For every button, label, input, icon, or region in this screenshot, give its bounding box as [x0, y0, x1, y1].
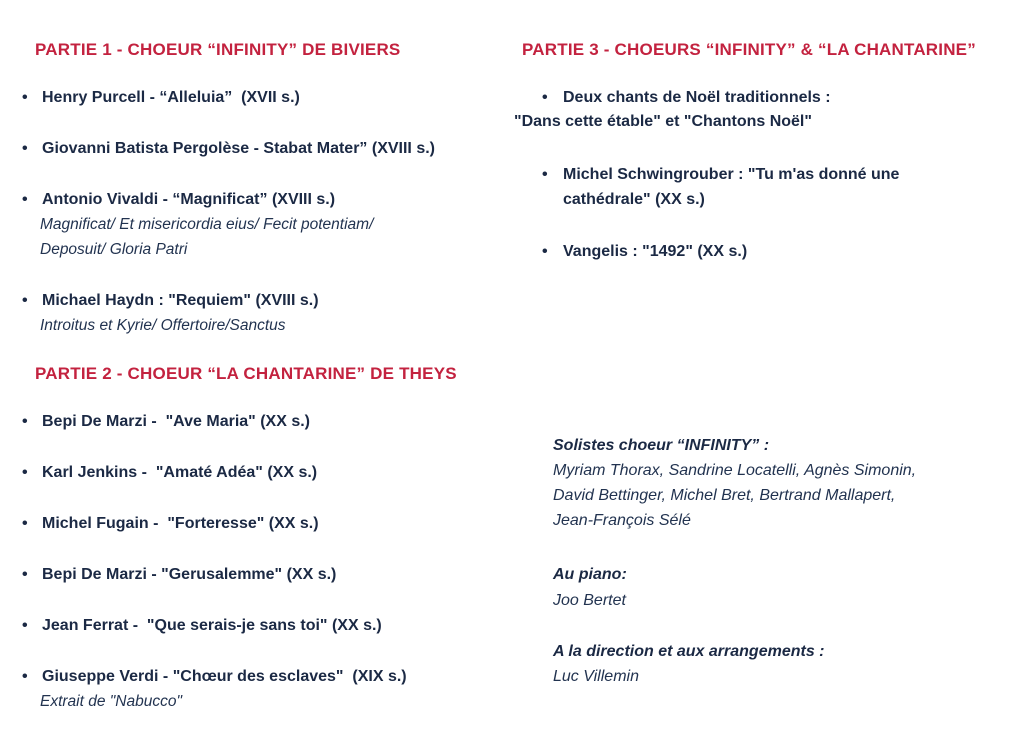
bullet-icon: • [542, 166, 548, 183]
program-item-text: Michel Fugain - "Forteresse" (XX s.) [42, 515, 319, 532]
part3-title: PARTIE 3 - CHOEURS “INFINITY” & “LA CHANTARINE” [522, 40, 976, 59]
soloists-names: David Bettinger, Michel Bret, Bertrand Mallapert, [553, 487, 896, 504]
right-column [512, 40, 1020, 689]
program-item-pergolese [20, 136, 512, 161]
program-item-text: Vangelis : "1492" (XX s.) [563, 243, 748, 260]
program-item-vivaldi [20, 187, 512, 262]
bullet-icon: • [22, 566, 28, 583]
bullet-icon: • [22, 668, 28, 685]
program-item-forteresse [20, 511, 512, 536]
program-item-haydn [20, 288, 512, 338]
bullet-icon: • [22, 292, 28, 309]
piano-title: Au piano: [553, 566, 627, 583]
soloists-title: Solistes choeur “INFINITY” : [553, 437, 770, 454]
soloists-block [553, 433, 1020, 533]
part1-title: PARTIE 1 - CHOEUR “INFINITY” DE BIVIERS [35, 40, 401, 59]
program-item-movements: Introitus et Kyrie/ Offertoire/Sanctus [40, 317, 286, 334]
program-item-text: Giovanni Batista Pergolèse - Stabat Mater” (XVIII s.) [42, 140, 435, 157]
program-item-subtitle: "Dans cette étable" et "Chantons Noël" [514, 113, 812, 130]
piano-block [553, 562, 1020, 614]
program-item-text: Deux chants de Noël traditionnels : [563, 89, 831, 106]
soloists-names: Jean-François Sélé [553, 512, 691, 529]
program-item-que-serais-je [20, 613, 512, 638]
program-item-ave-maria [20, 409, 512, 434]
program-item-gerusalemme [20, 562, 512, 587]
direction-name: Luc Villemin [553, 668, 639, 685]
bullet-icon: • [22, 617, 28, 634]
program-item-amate-adea [20, 460, 512, 485]
program-item-text: Antonio Vivaldi - “Magnificat” (XVIII s.) [42, 191, 336, 208]
program-item-text: Giuseppe Verdi - "Chœur des esclaves" (XIX s.) [42, 668, 407, 685]
direction-block [553, 639, 1020, 689]
bullet-icon: • [22, 515, 28, 532]
program-item-chants-noel [512, 85, 1020, 134]
piano-name: Joo Bertet [553, 592, 626, 609]
left-column [20, 40, 512, 740]
program-item-choeur-esclaves [20, 664, 512, 714]
bullet-icon: • [22, 89, 28, 106]
program-item-text: Henry Purcell - “Alleluia” (XVII s.) [42, 89, 300, 106]
program-item-text-cont: cathédrale" (XX s.) [563, 191, 705, 208]
soloists-names: Myriam Thorax, Sandrine Locatelli, Agnès Simonin, [553, 462, 917, 479]
bullet-icon: • [22, 413, 28, 430]
program-item-movements: Deposuit/ Gloria Patri [40, 241, 188, 258]
program-item-text: Jean Ferrat - "Que serais-je sans toi" (XX s.) [42, 617, 382, 634]
program-item-movements: Extrait de "Nabucco" [40, 693, 182, 710]
part2-title: PARTIE 2 - CHOEUR “LA CHANTARINE” DE THEYS [35, 364, 457, 383]
bullet-icon: • [542, 89, 548, 106]
program-item-text: Bepi De Marzi - "Ave Maria" (XX s.) [42, 413, 310, 430]
direction-title: A la direction et aux arrangements : [553, 643, 825, 660]
program-item-purcell [20, 85, 512, 110]
bullet-icon: • [542, 243, 548, 260]
program-item-text: Michel Schwingrouber : "Tu m'as donné une [563, 166, 900, 183]
bullet-icon: • [22, 191, 28, 208]
program-item-vangelis [512, 239, 1020, 264]
program-item-text: Bepi De Marzi - "Gerusalemme" (XX s.) [42, 566, 337, 583]
program-item-text: Karl Jenkins - "Amaté Adéa" (XX s.) [42, 464, 318, 481]
credits-block [512, 433, 1020, 689]
program-item-text: Michael Haydn : "Requiem" (XVIII s.) [42, 292, 319, 309]
bullet-icon: • [22, 140, 28, 157]
bullet-icon: • [22, 464, 28, 481]
program-item-movements: Magnificat/ Et misericordia eius/ Fecit potentiam/ [40, 216, 374, 233]
program-item-schwingrouber [512, 162, 1020, 212]
